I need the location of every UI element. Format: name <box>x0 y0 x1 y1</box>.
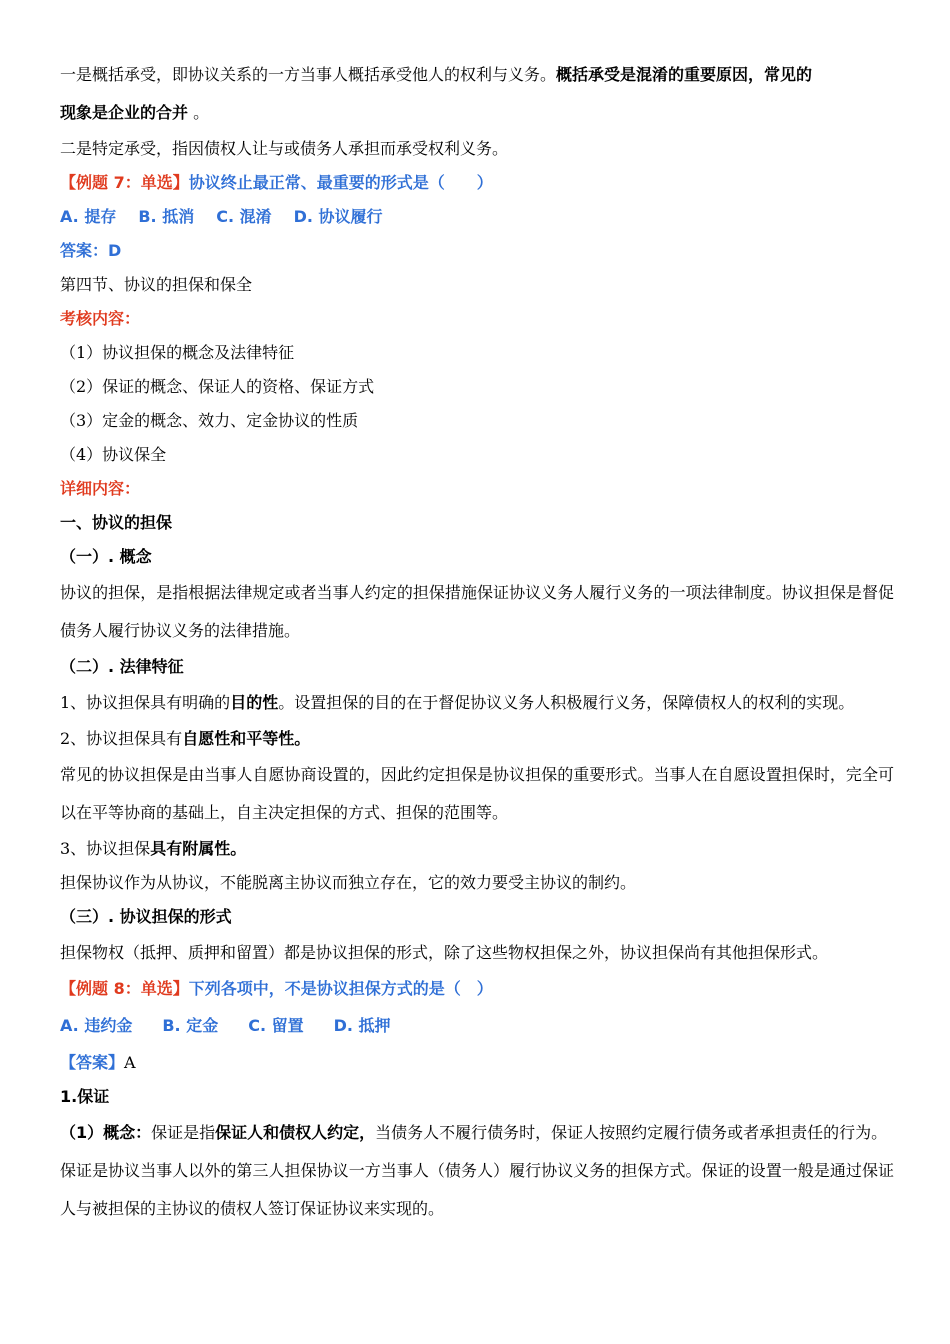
heading-legal-features: （二）. 法律特征 <box>60 657 184 676</box>
feature-3 <box>60 832 894 866</box>
answer-tag: 【答案】 <box>60 1053 125 1072</box>
example-tag: 【例题 7：单选】 <box>60 173 189 192</box>
option-b: B. 定金 <box>162 1016 219 1035</box>
text: 。 <box>188 103 210 122</box>
option-a: A. 违约金 <box>60 1016 133 1035</box>
exam-item: （4）协议保全 <box>60 445 167 464</box>
question-text: 下列各项中，不是协议担保方式的是（ ） <box>188 979 493 998</box>
text: 。设置担保的目的在于督促协议义务人积极履行义务，保障债权人的权利的实现。 <box>278 693 855 712</box>
option-c: C. 混淆 <box>216 207 272 226</box>
bold-text: 保证人和债权人约定， <box>215 1123 376 1142</box>
example-tag: 【例题 8：单选】 <box>60 979 189 998</box>
paragraph-surety: 保证是协议当事人以外的第三人担保协议一方当事人（债务人）履行协议义务的担保方式。保证的设置一般是通过保证人与被担保的主协议的债权人签订保证协议来实现的。 <box>60 1161 894 1218</box>
bold-text: 目的性 <box>230 693 279 712</box>
section-title: 第四节、协议的担保和保全 <box>60 275 253 294</box>
paragraph-general-assumption <box>60 56 894 132</box>
text: 保证是指 <box>151 1123 216 1142</box>
example-7-question <box>60 166 894 200</box>
text: 2、协议担保具有 <box>60 729 183 748</box>
option-c: C. 留置 <box>248 1016 304 1035</box>
text: 1、协议担保具有明确的 <box>60 693 231 712</box>
example-8-question <box>60 972 894 1006</box>
paragraph-concept: 协议的担保，是指根据法律规定或者当事人约定的担保措施保证协议义务人履行义务的一项法律制度。协议担保是督促债务人履行协议义务的法律措施。 <box>60 583 894 640</box>
question-text: 协议终止最正常、最重要的形式是（ ） <box>188 173 493 192</box>
paragraph-feature-3: 担保协议作为从协议，不能脱离主协议而独立存在，它的效力要受主协议的制约。 <box>60 873 637 892</box>
option-d: D. 抵押 <box>333 1016 391 1035</box>
answer-value: A <box>124 1053 136 1072</box>
bold-text: 现象是企业的合并 <box>60 103 189 122</box>
example-8-answer <box>60 1046 894 1080</box>
paragraph-specific-assumption: 二是特定承受，指因债权人让与或债务人承担而承受权利义务。 <box>60 139 509 158</box>
bold-text: 具有附属性。 <box>150 839 247 858</box>
document-page <box>60 56 894 1228</box>
text: 一是概括承受，即协议关系的一方当事人概括承受他人的权利与义务。 <box>60 65 557 84</box>
heading-guarantee: 一、协议的担保 <box>60 513 173 532</box>
paragraph-forms: 担保物权（抵押、质押和留置）都是协议担保的形式，除了这些物权担保之外，协议担保尚有其他担保形式。 <box>60 943 829 962</box>
surety-concept <box>60 1114 894 1152</box>
option-a: A. 提存 <box>60 207 117 226</box>
example-8-options <box>60 1006 894 1046</box>
example-7-options <box>60 200 894 234</box>
exam-item: （2）保证的概念、保证人的资格、保证方式 <box>60 377 375 396</box>
text: 3、协议担保 <box>60 839 151 858</box>
option-d: D. 协议履行 <box>293 207 383 226</box>
bold-text: 自愿性和平等性。 <box>182 729 311 748</box>
heading-concept: （一）. 概念 <box>60 547 152 566</box>
bold-text: 概括承受是混淆的重要原因，常见的 <box>556 65 813 84</box>
option-b: B. 抵消 <box>138 207 195 226</box>
exam-item: （3）定金的概念、效力、定金协议的性质 <box>60 411 359 430</box>
exam-item: （1）协议担保的概念及法律特征 <box>60 343 295 362</box>
feature-2 <box>60 722 894 756</box>
heading-surety: 1.保证 <box>60 1087 110 1106</box>
exam-content-label: 考核内容： <box>60 309 141 328</box>
detail-content-label: 详细内容： <box>60 479 141 498</box>
bold-text: （1）概念： <box>60 1123 152 1142</box>
text: 当债务人不履行债务时，保证人按照约定履行债务或者承担责任的行为。 <box>375 1123 888 1142</box>
paragraph-feature-2: 常见的协议担保是由当事人自愿协商设置的，因此约定担保是协议担保的重要形式。当事人在自愿设置担保时，完全可以在平等协商的基础上，自主决定担保的方式、担保的范围等。 <box>60 765 894 822</box>
example-7-answer: 答案：D <box>60 241 122 260</box>
feature-1 <box>60 684 894 722</box>
heading-forms: （三）. 协议担保的形式 <box>60 907 232 926</box>
